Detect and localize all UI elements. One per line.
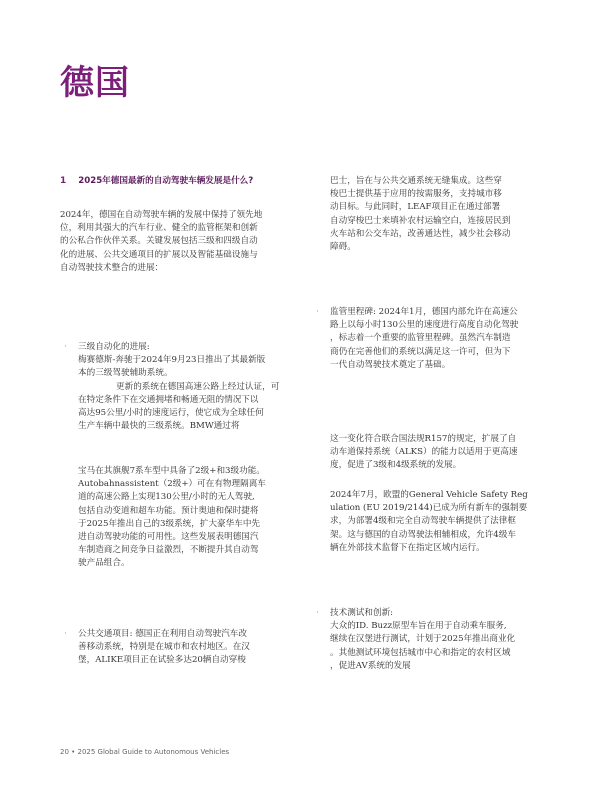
bullet-line: ，标志着一个重要的监管里程碑。虽然汽车制造	[330, 333, 511, 344]
r157-line: 度，促进了3级和4级系统的发展。	[330, 460, 462, 471]
bullet-line: 公共交通项目: 德国正在利用自动驾驶汽车改	[78, 629, 247, 639]
bullet-line: 善移动系统，特别是在城市和农村地区。在汉	[78, 642, 250, 653]
shuttle-line: 梭巴士提供基于应用的按需服务，支持城市移	[330, 189, 502, 200]
bullet-line: ，促进AV系统的发展	[330, 660, 411, 671]
eu-line: 2024年7月，欧盟的General Vehicle Safety Reg	[330, 490, 528, 500]
eu-line: 辆在外部技术监督下在指定区域内运行。	[330, 542, 485, 553]
page-title: 德国	[60, 63, 130, 103]
intro-line: 2024年，德国在自动驾驶车辆的发展中保持了领先地	[60, 210, 263, 220]
intro-line: 化的进展、公共交通项目的扩展以及智能基础设施与	[60, 249, 258, 260]
question-text: 2025年德国最新的自动驾驶车辆发展是什么?	[78, 176, 254, 186]
bullet-marker: ·	[64, 629, 67, 639]
page-footer: 20 • 2025 Global Guide to Autonomous Vehicles	[60, 748, 230, 756]
eu-line: 架。这与德国的自动驾驶法相辅相成，允许4级车	[330, 529, 516, 540]
intro-paragraph	[60, 209, 262, 275]
bmw-line: 包括自动变道和超车功能。预计奥迪和保时捷将	[78, 505, 259, 516]
bullet-line: 高达95公里/小时的速度运行，使它成为全球任何	[78, 408, 264, 419]
shuttle-line: 动目标。与此同时，LEAF项目正在通过部署	[330, 202, 501, 213]
bullet-marker: ·	[64, 342, 67, 352]
bmw-paragraph	[78, 465, 266, 571]
eu-line: ulation (EU 2019/2144)已成为所有新车的强制要	[330, 503, 528, 514]
bullet-line: 继续在汉堡进行测试，计划于2025年推出商业化	[330, 634, 516, 645]
bmw-line: Autobahnassistent（2级+）可在有物理隔离车	[78, 479, 266, 490]
bullet-testing-innovation	[316, 607, 516, 673]
intro-line: 位，利用其强大的汽车行业、健全的监管框架和创新	[60, 223, 258, 234]
shuttle-paragraph	[330, 175, 510, 254]
bmw-line: 道的高速公路上实现130公里/小时的无人驾驶,	[78, 492, 255, 503]
bmw-line: 宝马在其旗舰7系车型中具备了2级+和3级功能。	[78, 466, 265, 476]
bullet-line: 商仍在完善他们的系统以满足这一许可，但为下	[330, 346, 511, 357]
bullet-line: 。其他测试环境包括城市中心和指定的农村区域	[330, 647, 511, 658]
question-heading	[60, 174, 310, 186]
bullet-line: 更新的系统在德国高速公路上经过认证，可	[116, 381, 280, 392]
bmw-line: 驶产品组合。	[78, 558, 130, 569]
bmw-line: 于2025年推出自己的3级系统，扩大豪华车中先	[78, 518, 261, 529]
shuttle-line: 火车站和公交车站，改善通达性，减少社会移动	[330, 228, 511, 239]
shuttle-line: 障碍。	[330, 242, 356, 253]
intro-line: 自动驾驶技术整合的进展：	[60, 262, 164, 273]
bullet-line: 生产车辆中最快的三级系统。BMW通过将	[78, 421, 240, 432]
r157-line: 这一变化符合联合国法规R157的规定，扩展了自	[330, 434, 517, 444]
bullet-marker: ·	[316, 608, 319, 618]
shuttle-line: 自动穿梭巴士来填补农村运输空白，连接居民到	[330, 215, 511, 226]
bullet-line: 技术测试和创新:	[330, 608, 394, 618]
bullet-regulatory-milestone	[316, 306, 519, 372]
intro-line: 的公私合作伙伴关系。关键发展包括三级和四级自动	[60, 236, 258, 247]
bullet-public-transport	[64, 628, 250, 668]
bmw-line: 进自动驾驶功能的可用性。这些发展表明德国汽	[78, 532, 259, 543]
bullet-line: 路上以每小时130公里的速度进行高度自动化驾驶	[330, 320, 519, 331]
r157-line: 动车道保持系统（ALKS）的能力以适用于更高速	[330, 447, 518, 458]
bullet-line: 本的三级驾驶辅助系统。	[78, 368, 173, 379]
bullet-line: 梅赛德斯-奔驰于2024年9月23日推出了其最新版	[78, 355, 266, 366]
bullet-line: 大众的ID. Buzz原型车旨在用于自动乘车服务,	[330, 621, 507, 632]
bullet-level3-automation	[64, 341, 280, 433]
shuttle-line: 巴士，旨在与公共交通系统无缝集成。这些穿	[330, 176, 502, 186]
bullet-marker: ·	[316, 307, 319, 317]
bullet-line: 堡，ALIKE项目正在试验多达20辆自动穿梭	[78, 655, 246, 666]
bullet-line: 三级自动化的进展:	[78, 342, 150, 352]
eu-line: 求，为部署4级和完全自动驾驶车辆提供了法律框	[330, 516, 516, 527]
bullet-line: 一代自动驾驶技术奠定了基础。	[330, 359, 451, 370]
bullet-line: 监管里程碑: 2024年1月，德国内部允许在高速公	[330, 307, 518, 317]
question-number: 1	[60, 176, 67, 186]
bullet-line: 在特定条件下在交通拥堵和畅通无阻的情况下以	[78, 394, 259, 405]
r157-paragraph	[330, 433, 518, 473]
eu-regulation-paragraph	[330, 489, 528, 555]
bmw-line: 车制造商之间竞争日益激烈，不断提升其自动驾	[78, 545, 259, 556]
